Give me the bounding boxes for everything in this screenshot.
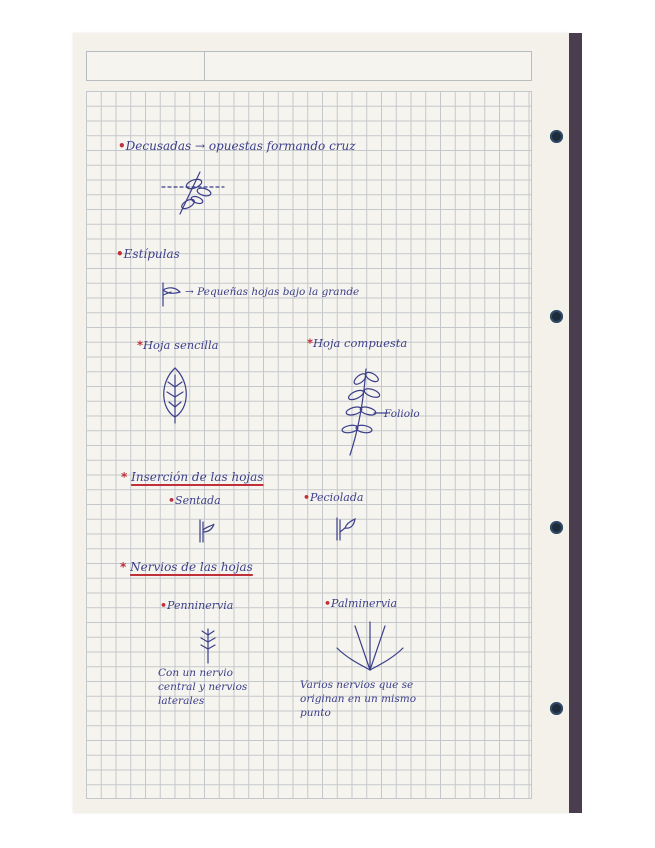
note-estipulas-annotation: → Pequeñas hojas bajo la grande	[185, 286, 360, 298]
description-line: punto	[300, 707, 331, 719]
note-nervios	[120, 561, 253, 573]
pinnate-venation-sketch	[196, 627, 220, 665]
description-line: Varios nervios que se	[300, 679, 414, 691]
header-box	[86, 51, 532, 81]
bullet: •	[303, 491, 311, 504]
note-palminervia-description	[300, 678, 416, 720]
bullet: •	[118, 139, 126, 153]
bullet: •	[324, 597, 332, 610]
note-hoja-compuesta-heading: Hoja compuesta	[313, 336, 408, 350]
note-estipulas	[116, 248, 180, 260]
note-peciolada-label: Peciolada	[310, 491, 364, 504]
description-line: laterales	[158, 695, 205, 707]
simple-leaf-sketch	[155, 365, 195, 427]
note-decusadas	[118, 140, 356, 152]
decussate-leaves-sketch	[160, 170, 230, 220]
bullet: *	[137, 338, 144, 352]
note-hoja-sencilla-heading: Hoja sencilla	[143, 338, 219, 352]
note-palminervia	[324, 598, 397, 609]
binder-strip	[569, 33, 582, 813]
punch-hole	[550, 702, 563, 715]
bullet: •	[168, 494, 176, 507]
header-divider	[204, 51, 205, 81]
description-line: central y nervios	[158, 681, 248, 693]
note-sentada-label: Sentada	[175, 494, 221, 507]
palmate-venation-sketch	[333, 620, 408, 672]
note-palminervia-label: Palminervia	[331, 597, 398, 610]
note-penninervia	[160, 600, 233, 611]
note-peciolada	[303, 492, 363, 503]
note-hoja-sencilla	[137, 340, 219, 352]
petiolate-leaf-sketch	[333, 516, 357, 542]
bullet: •	[116, 247, 124, 261]
bullet: •	[160, 599, 168, 612]
note-insercion	[121, 471, 263, 483]
note-insercion-heading: Inserción de las hojas	[131, 470, 264, 484]
punch-hole	[550, 310, 563, 323]
note-hoja-compuesta	[307, 338, 407, 350]
note-decusadas-text: Decusadas → opuestas formando cruz	[125, 139, 356, 153]
punch-hole	[550, 130, 563, 143]
note-penninervia-label: Penninervia	[167, 599, 234, 612]
note-sentada	[168, 495, 221, 506]
bullet: *	[121, 470, 128, 484]
punch-hole	[550, 521, 563, 534]
bullet: *	[307, 336, 314, 350]
note-foliolo-label: Foliolo	[384, 408, 420, 420]
stipule-sketch	[158, 280, 188, 308]
bullet: *	[120, 560, 127, 574]
note-penninervia-description	[158, 666, 247, 708]
note-nervios-heading: Nervios de las hojas	[130, 560, 253, 574]
sessile-leaf-sketch	[194, 518, 216, 544]
description-line: originan en un mismo	[300, 693, 417, 705]
description-line: Con un nervio	[158, 667, 233, 679]
note-estipulas-heading: Estípulas	[123, 247, 180, 261]
